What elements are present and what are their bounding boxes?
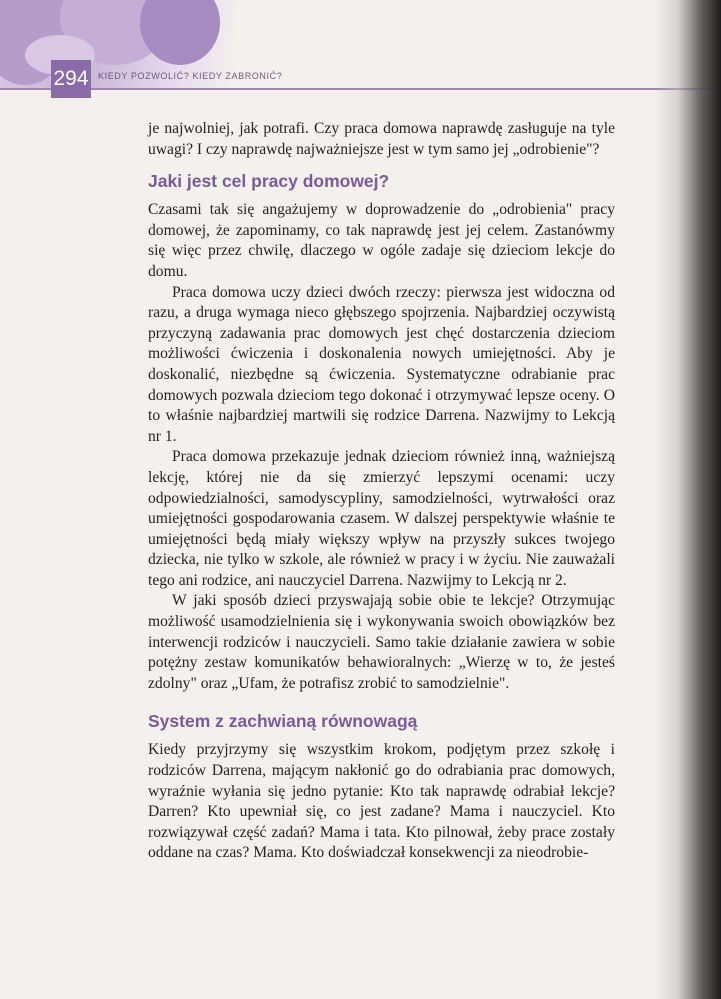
section-heading-homework-purpose: Jaki jest cel pracy domowej? <box>148 171 390 192</box>
intro-paragraph: je najwolniej, jak potrafi. Czy praca domowa naprawdę zasługuje na tyle uwagi? I czy naprawdę najważniejsze jest w tym samo jej „odrobienie"? <box>148 120 615 158</box>
section-heading-unbalanced-system: System z zachwianą równowagą <box>148 711 418 732</box>
page-content <box>148 119 615 864</box>
book-spine-shadow <box>655 0 721 999</box>
paragraph: Czasami tak się angażujemy w doprowadzenie do „odrobienia" pracy domowej, że zapominamy, co tak naprawdę jest jej celem. Zastanówmy się więc przez chwilę, dlaczego w ogóle zadaje się dzieciom lekcje do domu. <box>148 201 615 280</box>
header-rule <box>0 88 721 90</box>
paragraph: Praca domowa przekazuje jednak dzieciom również inną, ważniejszą lekcję, której nie da się zmierzyć lepszymi ocenami: uczy odpowiedzialności, samodyscypliny, samodzielności, wytrwałości oraz umiejętności gospodarowania czasem. W dalszej perspektywie właśnie te umiejętności będą miały większy wpływ na przyszły sukces twojego dziecka, nie tylko w szkole, ale również w pracy i w życiu. Nie zauważali tego ani rodzice, ani nauczyciel Darrena. Nazwijmy to Lekcją nr 2. <box>148 448 615 589</box>
photo-figure-adult <box>140 0 220 65</box>
page-number: 294 <box>51 60 91 98</box>
paragraph: Kiedy przyjrzymy się wszystkim krokom, podjętym przez szkołę i rodziców Darrena, mającym nakłonić go do odrabiania prac domowych, wyraźnie wyłania się jedno pytanie: Kto tak naprawdę odrabiał lekcje? Darren? Kto upewniał się, co jest zadane? Mama i nauczyciel. Kto rozwiązywał część zadań? Mama i tata. Kto pilnował, żeby prace zostały oddane na czas? Mama. Kto doświadczał konsekwencji za nieodrobie- <box>148 741 615 862</box>
running-head: KIEDY POZWOLIĆ? KIEDY ZABRONIĆ? <box>98 71 283 81</box>
paragraph: W jaki sposób dzieci przyswajają sobie obie te lekcje? Otrzymując możliwość usamodzielnienia się i wykonywania swoich obowiązków bez interwencji rodziców i nauczycieli. Samo takie działanie zawiera w sobie potężny zestaw komunikatów behawioralnych: „Wierzę w to, że jesteś zdolny" oraz „Ufam, że potrafisz zrobić to samodzielnie". <box>148 592 615 692</box>
paragraph: Praca domowa uczy dzieci dwóch rzeczy: pierwsza jest widoczna od razu, a druga wymaga nieco głębszego spojrzenia. Najbardziej oczywistą przyczyną zadawania prac domowych jest chęć dostarczenia dzieciom możliwości ćwiczenia i doskonalenia nowych umiejętności. Aby je doskonalić, niezbędne są ćwiczenia. Systematyczne odrabianie prac domowych pozwala dzieciom tego dokonać i otrzymywać lepsze oceny. O to właśnie najbardziej martwili się rodzice Darrena. Nazwijmy to Lekcją nr 1. <box>148 283 615 445</box>
